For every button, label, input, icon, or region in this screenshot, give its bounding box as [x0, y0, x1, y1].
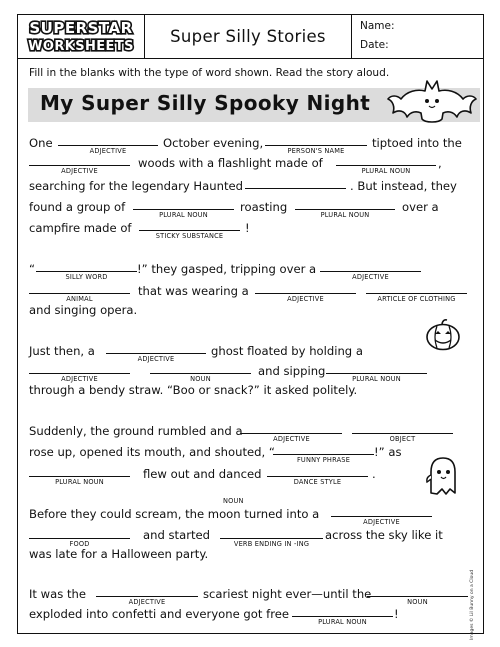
blank-noun[interactable] [367, 596, 468, 606]
story-text: found a group of [29, 200, 126, 214]
story-text: Suddenly, the ground rumbled and a [29, 424, 243, 438]
story-text: and singing opera. [29, 303, 138, 317]
story-title: My Super Silly Spooky Night [40, 91, 371, 115]
logo-line-1: SUPERSTAR [28, 19, 133, 37]
story-text: through a bendy straw. “Boo or snack?” it asked politely. [29, 383, 358, 397]
blank-caption: PLURAL NOUN [320, 211, 370, 219]
blank-object[interactable] [352, 433, 453, 443]
story-text: tiptoed into the [372, 136, 462, 150]
blank-plural-noun[interactable] [336, 165, 436, 175]
story-text: !” as [374, 445, 402, 459]
ghost-icon [425, 455, 461, 501]
story-text: ! [245, 221, 250, 235]
story-text: . But instead, they [350, 179, 457, 193]
blank-caption: ADJECTIVE [273, 435, 310, 443]
story-text: It was the [29, 587, 86, 601]
blank-caption: ADJECTIVE [137, 355, 175, 363]
story-text: Just then, a [29, 344, 95, 358]
blank-animal[interactable] [29, 293, 130, 303]
blank-plural-noun[interactable] [295, 209, 395, 219]
blank-caption: PLURAL NOUN [55, 478, 104, 486]
blank-verb-ing[interactable] [220, 538, 323, 548]
blank-adjective[interactable] [58, 145, 158, 155]
story-text: campfire made of [29, 221, 132, 235]
blank-caption: ADJECTIVE [363, 518, 400, 526]
blank-plural-noun[interactable] [292, 616, 393, 626]
instructions: Fill in the blanks with the type of word shown. Read the story aloud. [29, 67, 390, 79]
story-text: “ [29, 262, 36, 276]
blank-caption: FOOD [69, 540, 90, 548]
story-text: that was wearing a [138, 284, 249, 298]
blank-article-of-clothing[interactable] [366, 293, 467, 303]
story-text: , [438, 156, 442, 170]
story-text: and sipping [258, 364, 326, 378]
blank-caption: ANIMAL [66, 295, 93, 303]
blank-caption: PLURAL NOUN [159, 211, 208, 219]
blank-caption: NOUN [190, 375, 211, 383]
blank-caption: ADJECTIVE [352, 273, 389, 281]
blank-noun[interactable] [245, 188, 346, 198]
story-text: over a [402, 200, 439, 214]
blank-caption: VERB ENDING IN -ING [233, 540, 310, 548]
blank-caption: STICKY SUBSTANCE [155, 232, 224, 240]
story-text: ! [394, 607, 399, 621]
blank-dance-style[interactable] [267, 476, 368, 486]
logo-mark [21, 17, 141, 55]
blank-caption: PERSON'S NAME [287, 147, 345, 155]
blank-adjective[interactable] [106, 353, 206, 363]
blank-caption: ADJECTIVE [128, 598, 166, 606]
story-text: was late for a Halloween party. [29, 547, 209, 561]
blank-sticky-substance[interactable] [139, 230, 240, 240]
blank-plural-noun[interactable] [133, 209, 234, 219]
logo-line-2: WORKSHEETS [27, 39, 134, 54]
story-text: !” they gasped, tripping over a [137, 262, 317, 276]
blank-caption: PLURAL NOUN [361, 167, 411, 175]
blank-caption: SILLY WORD [65, 273, 108, 281]
blank-caption: PLURAL NOUN [352, 375, 401, 383]
story-text: woods with a flashlight made of [138, 156, 323, 170]
blank-plural-noun[interactable] [326, 373, 427, 383]
blank-caption: ADJECTIVE [61, 167, 98, 175]
story-text: scariest night ever—until the [203, 587, 372, 601]
blank-funny-phrase[interactable] [273, 454, 374, 464]
story-text: Before they could scream, the moon turned into a [29, 507, 320, 521]
worksheet-series-title: Super Silly Stories [145, 14, 352, 59]
image-credit: Images © Lil Bunny on a Cloud [470, 569, 475, 640]
story-text: searching for the legendary Haunted [29, 179, 243, 193]
blank-caption: NOUN [407, 598, 428, 606]
blank-caption: PLURAL NOUN [318, 618, 367, 626]
blank-adjective[interactable] [331, 516, 432, 526]
blank-silly-word[interactable] [36, 271, 137, 281]
blank-caption: ARTICLE OF CLOTHING [377, 295, 456, 303]
blank-caption: NOUN [223, 497, 244, 505]
blank-persons-name[interactable] [265, 145, 367, 155]
story-text: One [29, 136, 53, 150]
blank-adjective[interactable] [96, 596, 198, 606]
story-text: flew out and danced [143, 467, 262, 481]
story-text: October evening, [163, 136, 264, 150]
story-text: across the sky like it [325, 528, 443, 542]
blank-caption: DANCE STYLE [293, 478, 342, 486]
blank-caption: OBJECT [389, 435, 416, 443]
bat-icon [387, 79, 477, 129]
story-text: and started [143, 528, 210, 542]
blank-noun[interactable] [150, 373, 251, 383]
blank-caption: ADJECTIVE [89, 147, 127, 155]
story-text: rose up, opened its mouth, and shouted, “ [29, 445, 275, 459]
blank-adjective[interactable] [29, 165, 130, 175]
superstar-logo [17, 14, 145, 59]
blank-adjective[interactable] [29, 373, 130, 383]
blank-plural-noun[interactable] [29, 476, 130, 486]
story-text: exploded into confetti and everyone got free [29, 607, 289, 621]
story-text: ghost floated by holding a [211, 344, 363, 358]
blank-caption: ADJECTIVE [287, 295, 324, 303]
blank-adjective[interactable] [320, 271, 421, 281]
story-text: . [372, 467, 376, 481]
blank-adjective[interactable] [255, 293, 356, 303]
name-label: Name: [360, 20, 395, 32]
blank-adjective[interactable] [241, 433, 342, 443]
blank-caption: ADJECTIVE [61, 375, 98, 383]
blank-caption: FUNNY PHRASE [296, 456, 351, 464]
name-date-box [352, 14, 484, 59]
date-label: Date: [360, 39, 389, 51]
pumpkin-icon [424, 318, 462, 356]
story-text: roasting [240, 200, 288, 214]
